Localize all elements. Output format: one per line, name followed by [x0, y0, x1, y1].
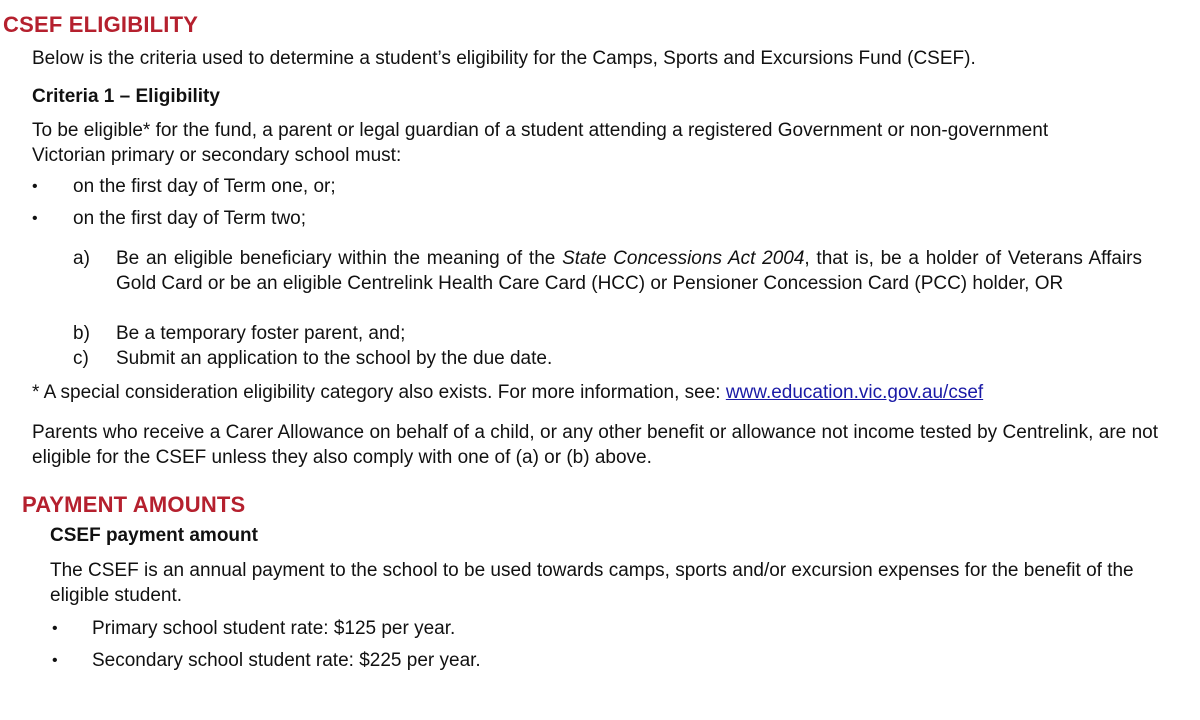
criteria-text: To be eligible* for the fund, a parent or legal guardian of a student attending a registered Government or non-government Victorian primary or secondary school must: — [32, 120, 1049, 166]
bullet-dot: • — [32, 178, 38, 195]
condition-a-after: , that is, be a holder of Veterans Affairs Gold Card or be an eligible Centrelink Health Care Card (HCC) or Pensioner Concession Card (PCC) holder, OR — [116, 248, 1143, 294]
condition-c-label: c) — [73, 348, 89, 369]
payment-amounts-heading: PAYMENT AMOUNTS — [22, 492, 246, 517]
bullet-term-one: on the first day of Term one, or; — [73, 176, 336, 197]
secondary-rate: Secondary school student rate: $225 per year. — [92, 650, 481, 671]
primary-rate: Primary school student rate: $125 per year. — [92, 618, 456, 639]
eligibility-intro: Below is the criteria used to determine a student’s eligibility for the Camps, Sports and Excursions Fund (CSEF). — [32, 48, 976, 69]
csef-eligibility-heading: CSEF ELIGIBILITY — [3, 12, 199, 37]
condition-a-text — [116, 246, 1142, 296]
bullet-dot: • — [52, 652, 58, 669]
bullet-dot: • — [52, 620, 58, 637]
condition-a-before: Be an eligible beneficiary within the meaning of the — [116, 248, 563, 269]
bullet-term-two: on the first day of Term two; — [73, 208, 307, 229]
condition-c-text: Submit an application to the school by the due date. — [116, 348, 553, 369]
condition-a-label: a) — [73, 248, 90, 269]
bullet-dot: • — [32, 210, 38, 227]
special-note — [32, 380, 983, 405]
csef-website-link[interactable]: www.education.vic.gov.au/csef — [725, 382, 984, 403]
payment-text: The CSEF is an annual payment to the school to be used towards camps, sports and/or excursion expenses for the benefit of the eligible student. — [50, 560, 1134, 606]
condition-b-label: b) — [73, 323, 90, 344]
condition-b-text: Be a temporary foster parent, and; — [116, 323, 406, 344]
carer-allowance-note: Parents who receive a Carer Allowance on behalf of a child, or any other benefit or allowance not income tested by Centrelink, are not eligible for the CSEF unless they also comply with one of (a) or (b) above. — [32, 422, 1158, 468]
special-note-text: * A special consideration eligibility category also exists. For more information, see: — [32, 382, 726, 403]
criteria-title: Criteria 1 – Eligibility — [32, 86, 220, 107]
payment-subheading: CSEF payment amount — [50, 525, 258, 546]
state-concessions-act: State Concessions Act 2004 — [562, 248, 805, 269]
